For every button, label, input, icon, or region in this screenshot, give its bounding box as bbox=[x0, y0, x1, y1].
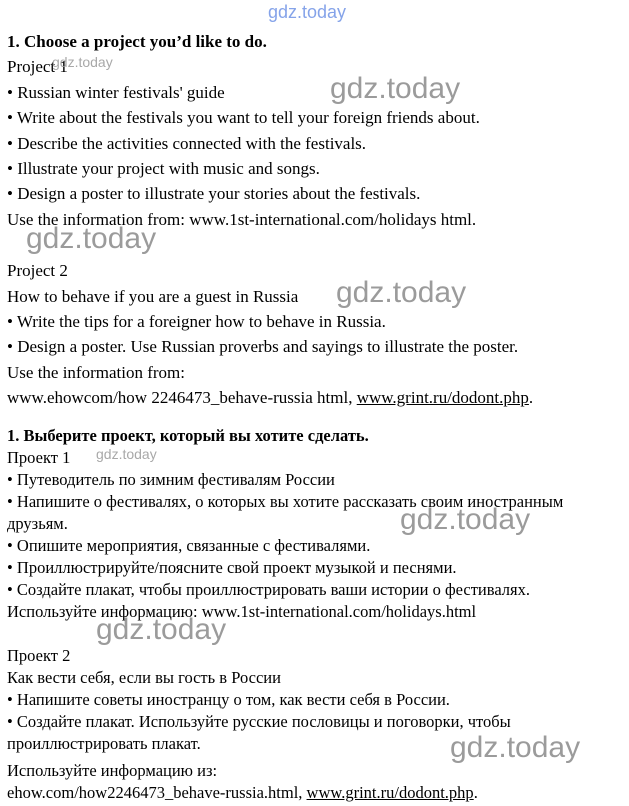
project1-line: • Проиллюстрируйте/поясните свой проект музыкой и песнями. bbox=[7, 557, 457, 577]
grint-link[interactable]: www.grint.ru/dodont.php bbox=[306, 782, 474, 802]
watermark: gdz.today bbox=[96, 613, 227, 646]
project1-line: • Напишите о фестивалях, о которых вы хотите рассказать своим иностранным друзьям. bbox=[7, 491, 564, 533]
project2-title-en: How to behave if you are a guest in Russia bbox=[7, 286, 299, 306]
watermark: gdz.today bbox=[400, 503, 531, 536]
project1-line: • Опишите мероприятия, связанные с фестивалями. bbox=[7, 535, 371, 555]
project2-title-ru: Как вести себя, если вы гость в России bbox=[7, 667, 281, 687]
watermark: gdz.today bbox=[26, 222, 157, 255]
source-url-text: ehow.com/how2246473_behave-russia.html, bbox=[7, 782, 307, 802]
project1-source-en: Use the information from: www.1st-international.com/holidays html. bbox=[7, 209, 477, 229]
project1-line: • Describe the activities connected with the festivals. bbox=[7, 133, 367, 153]
source-url-text: www.ehowcom/how 2246473_behave-russia html, bbox=[7, 388, 357, 408]
project2-line: • Создайте плакат. Используйте русские пословицы и поговорки, чтобы проиллюстрировать плакат. bbox=[7, 711, 511, 753]
spacer bbox=[0, 232, 629, 258]
project1-source-ru: Используйте информацию: www.1st-international.com/holidays.html bbox=[7, 601, 477, 621]
project1-line: • Write about the festivals you want to tell your foreign friends about. bbox=[7, 108, 480, 128]
task-heading-en: 1. Choose a project you’d like to do. bbox=[7, 32, 267, 51]
spacer bbox=[0, 411, 629, 425]
watermark: gdz.today bbox=[268, 2, 347, 22]
project1-line: • Russian winter festivals' guide bbox=[7, 82, 225, 102]
english-section bbox=[0, 29, 629, 411]
watermark: gdz.today bbox=[52, 54, 113, 70]
task-heading-ru: 1. Выберите проект, который вы хотите сделать. bbox=[7, 425, 369, 445]
project2-source-en bbox=[0, 385, 629, 410]
watermark: gdz.today bbox=[450, 731, 581, 764]
project1-line: • Design a poster to illustrate your stories about the festivals. bbox=[7, 184, 421, 204]
source-period: . bbox=[473, 782, 478, 802]
project2-line: Используйте информацию из: bbox=[7, 760, 218, 780]
project2-line: • Напишите советы иностранцу о том, как вести себя в России. bbox=[7, 689, 450, 709]
project1-line: • Создайте плакат, чтобы проиллюстрировать ваши истории о фестивалях. bbox=[7, 579, 530, 599]
watermark: gdz.today bbox=[96, 446, 157, 462]
grint-link[interactable]: www.grint.ru/dodont.php bbox=[356, 388, 529, 408]
project1-line: • Illustrate your project with music and songs. bbox=[7, 159, 320, 179]
source-period: . bbox=[528, 388, 534, 408]
spacer bbox=[0, 623, 629, 645]
project2-source-ru bbox=[0, 782, 629, 804]
russian-section bbox=[0, 425, 629, 804]
project2-line: • Write the tips for a foreigner how to behave in Russia. bbox=[7, 312, 386, 332]
project2-line: Use the information from: bbox=[7, 362, 185, 382]
project1-line: • Путеводитель по зимним фестивалям России bbox=[7, 469, 335, 489]
watermark: gdz.today bbox=[336, 276, 467, 309]
project2-label-ru: Проект 2 bbox=[7, 645, 71, 665]
watermark: gdz.today bbox=[330, 72, 461, 105]
project1-label-ru: Проект 1 bbox=[7, 447, 71, 467]
project2-label-en: Project 2 bbox=[7, 261, 68, 281]
project1-label-en: Project 1 bbox=[7, 57, 68, 77]
project2-line: • Design a poster. Use Russian proverbs and sayings to illustrate the poster. bbox=[7, 337, 519, 357]
